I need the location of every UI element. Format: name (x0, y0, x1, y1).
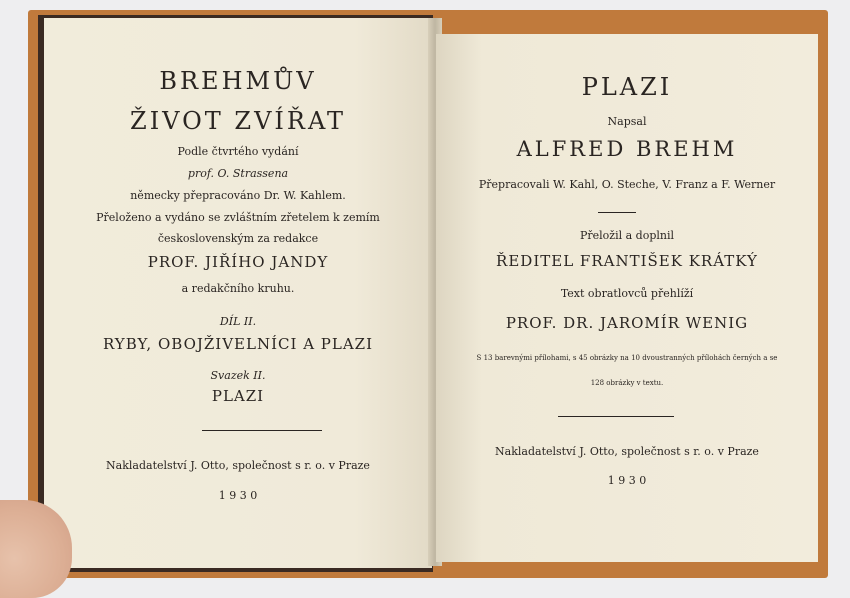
chief-editor: PROF. JIŘÍHO JANDY (147, 253, 329, 271)
reviewed-by: Text obratlovců přehlíží (560, 287, 694, 300)
illustrations-line2: 128 obrázky v textu. (590, 379, 664, 387)
right-divider (558, 416, 674, 417)
reworked-by: Přepracovali W. Kahl, O. Steche, V. Franz a F. Werner (478, 178, 776, 191)
illustrations-line1: S 13 barevnými přílohami, s 45 obrázky na 10 dvoustranných přílohách černých a se (476, 354, 778, 362)
volume-label: Svazek II. (210, 369, 266, 382)
edition-text: Podle čtvrtého vydání (177, 145, 299, 158)
translator-name: ŘEDITEL FRANTIŠEK KRÁTKÝ (496, 252, 758, 270)
circle-text: a redakčního kruhu. (181, 282, 295, 295)
volume-title: PLAZI (211, 387, 265, 405)
part-title: RYBY, OBOJŽIVELNÍCI A PLAZI (102, 335, 374, 353)
translated-by: Přeložil a doplnil (579, 229, 675, 242)
left-title-line2: ŽIVOT ZVÍŘAT (130, 107, 346, 135)
editor-text: prof. O. Strassena (187, 167, 289, 180)
reviewer-name: PROF. DR. JAROMÍR WENIG (505, 314, 749, 332)
reworked-text: německy přepracováno Dr. W. Kahlem. (130, 189, 346, 202)
left-page (44, 18, 432, 568)
left-title-line1: BREHMŮV (159, 67, 317, 95)
right-title: PLAZI (581, 73, 673, 101)
left-publisher: Nakladatelství J. Otto, společnost s r. o. v Praze (106, 459, 370, 472)
translated-text: Přeloženo a vydáno se zvláštním zřetelem k zemím (96, 211, 380, 224)
right-year: 1 9 3 0 (607, 474, 647, 487)
written-by: Napsal (607, 115, 647, 128)
part-label: DÍL II. (219, 315, 257, 328)
left-year: 1 9 3 0 (218, 489, 258, 502)
author-name: ALFRED BREHM (516, 137, 738, 161)
right-page (436, 34, 818, 562)
redaction-text: československým za redakce (157, 232, 319, 245)
right-short-divider (598, 212, 636, 213)
left-divider (202, 430, 322, 431)
right-publisher: Nakladatelství J. Otto, společnost s r. o. v Praze (495, 445, 759, 458)
